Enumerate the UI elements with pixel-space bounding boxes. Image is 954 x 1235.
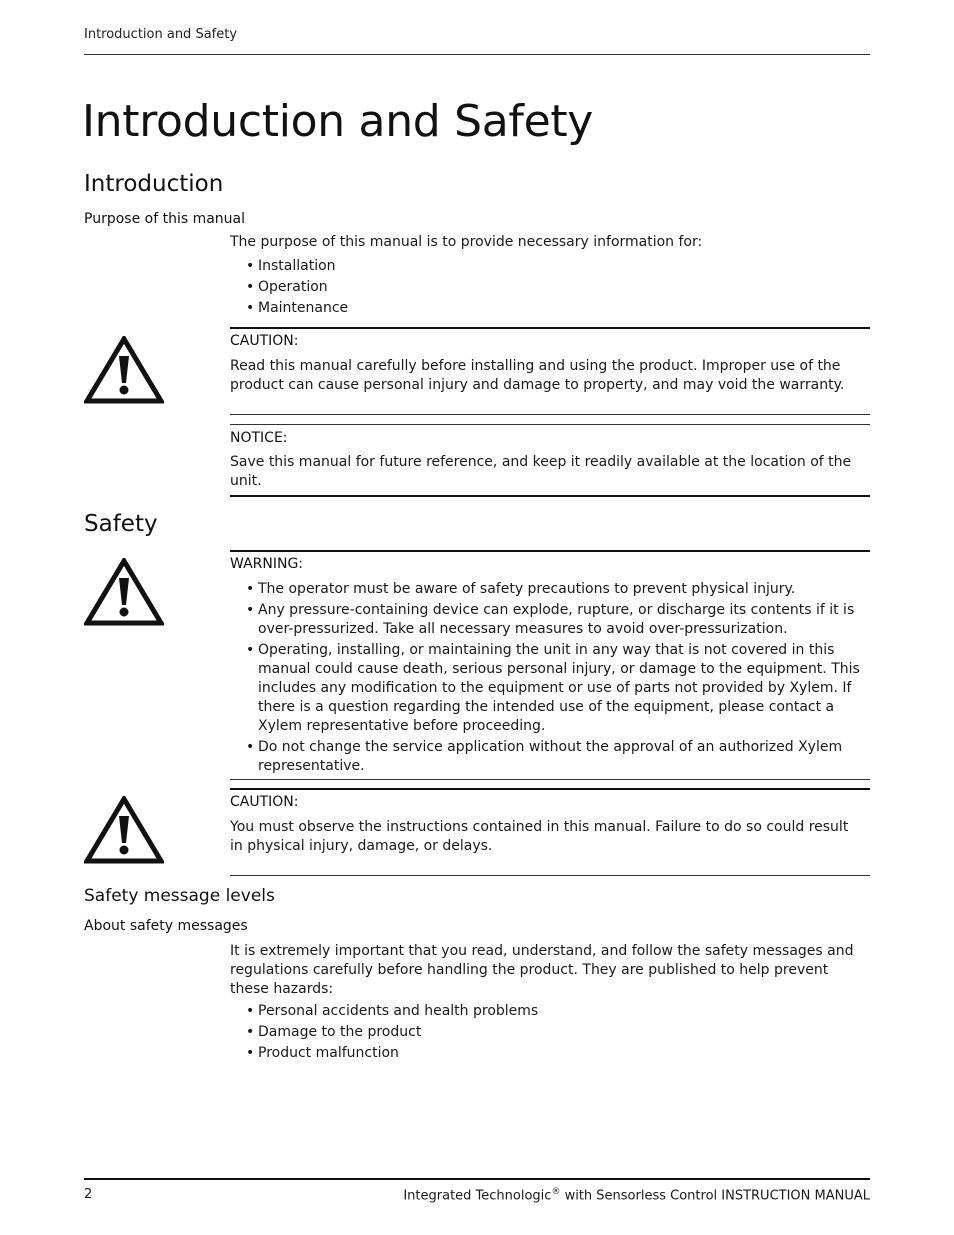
caution-text: Read this manual carefully before installing and using the product. Improper use of the product can cause personal injury and damage to property, and may void the warranty. bbox=[230, 358, 845, 393]
notice-text: Save this manual for future reference, and keep it readily available at the location of the unit. bbox=[230, 454, 852, 489]
page-number: 2 bbox=[84, 1187, 93, 1202]
manual-title-pre: Integrated Technologic bbox=[403, 1188, 552, 1204]
warning-bottom-rule bbox=[230, 779, 870, 780]
safety-levels-heading: Safety message levels bbox=[84, 886, 275, 906]
hazards-list bbox=[230, 1002, 870, 1065]
warning-top-rule bbox=[230, 550, 870, 552]
caution-label: CAUTION: bbox=[230, 794, 299, 810]
about-safety-text: It is extremely important that you read, understand, and follow the safety messages and regulations carefully before handling the product. They are published to help prevent these hazards: bbox=[230, 943, 854, 997]
header-rule bbox=[84, 54, 870, 55]
notice-top-rule bbox=[230, 424, 870, 425]
footer-rule bbox=[84, 1178, 870, 1180]
warning-triangle-icon bbox=[84, 796, 164, 864]
about-safety-heading: About safety messages bbox=[84, 918, 248, 934]
safety-heading: Safety bbox=[84, 511, 158, 537]
caution-bottom-rule bbox=[230, 414, 870, 415]
running-header: Introduction and Safety bbox=[84, 27, 238, 42]
warning-label: WARNING: bbox=[230, 556, 304, 572]
caution-text: You must observe the instructions contained in this manual. Failure to do so could result in physical injury, damage, or delays. bbox=[230, 819, 849, 854]
list-item: • Damage to the product bbox=[230, 1023, 870, 1042]
manual-title bbox=[403, 1187, 870, 1203]
list-item: • Installation bbox=[230, 257, 870, 276]
purpose-list bbox=[230, 257, 870, 320]
warning-list bbox=[230, 580, 866, 778]
purpose-heading: Purpose of this manual bbox=[84, 211, 246, 227]
list-item: • Operation bbox=[230, 278, 870, 297]
manual-title-post: with Sensorless Control INSTRUCTION MANUAL bbox=[560, 1188, 870, 1204]
list-item: • The operator must be aware of safety precautions to prevent physical injury. bbox=[230, 580, 866, 599]
page-title: Introduction and Safety bbox=[82, 96, 594, 147]
list-item: • Product malfunction bbox=[230, 1044, 870, 1063]
list-item: • Operating, installing, or maintaining the unit in any way that is not covered in this manual could cause death, serious personal injury, or damage to the equipment. This includes any modification to the equipment or use of parts not provided by Xylem. If there is a question regarding the intended use of the equipment, please contact a Xylem representative before proceeding. bbox=[230, 641, 866, 736]
list-item: • Personal accidents and health problems bbox=[230, 1002, 870, 1021]
introduction-heading: Introduction bbox=[84, 171, 224, 197]
list-item: • Maintenance bbox=[230, 299, 870, 318]
notice-bottom-rule bbox=[230, 495, 870, 497]
notice-label: NOTICE: bbox=[230, 430, 288, 446]
warning-triangle-icon bbox=[84, 558, 164, 626]
list-item: • Any pressure-containing device can explode, rupture, or discharge its contents if it is over-pressurized. Take all necessary measures to avoid over-pressurization. bbox=[230, 601, 866, 639]
registered-mark: ® bbox=[551, 1187, 561, 1197]
warning-triangle-icon bbox=[84, 336, 164, 404]
purpose-text: The purpose of this manual is to provide necessary information for: bbox=[230, 234, 703, 250]
caution-top-rule bbox=[230, 788, 870, 790]
caution-label: CAUTION: bbox=[230, 333, 299, 349]
caution-top-rule bbox=[230, 327, 870, 329]
caution-bottom-rule bbox=[230, 875, 870, 876]
list-item: • Do not change the service application without the approval of an authorized Xylem representative. bbox=[230, 738, 866, 776]
